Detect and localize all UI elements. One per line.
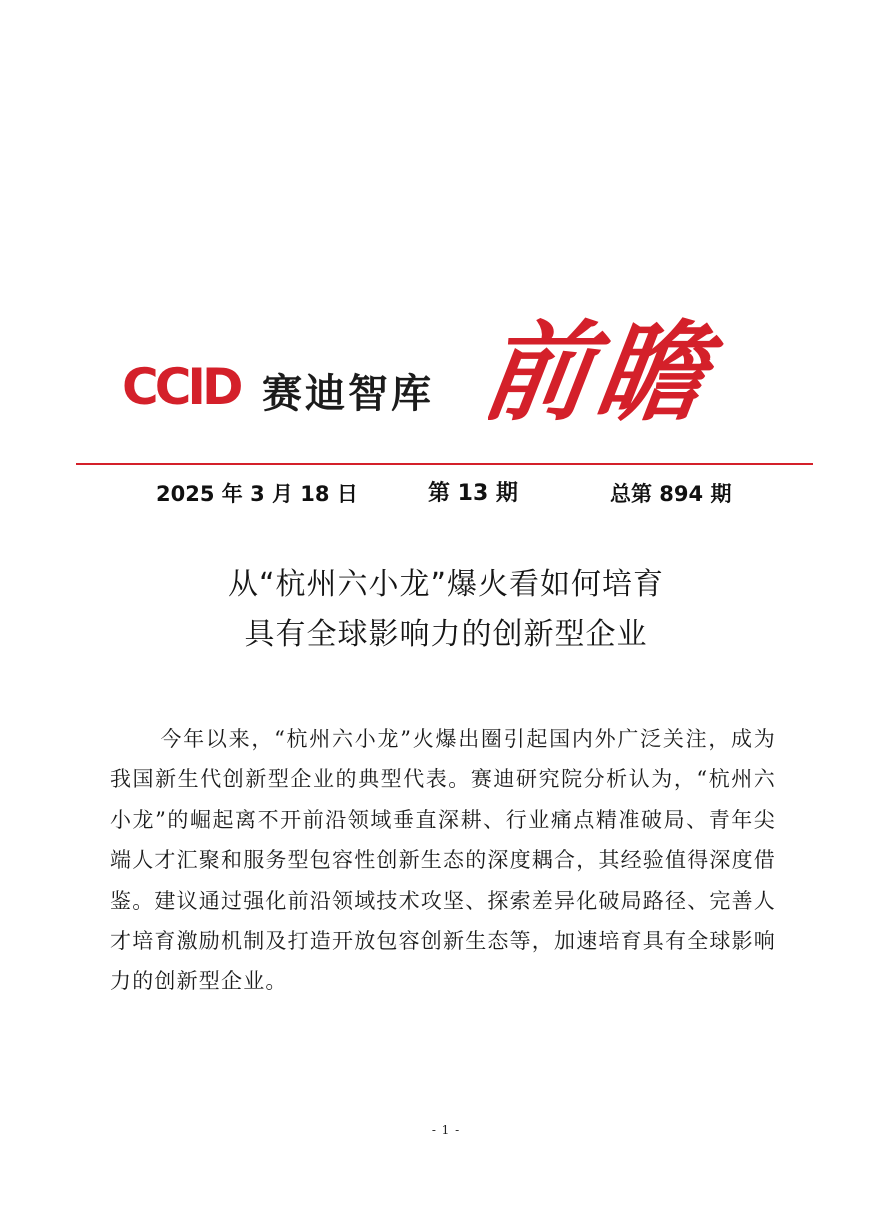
masthead (70, 298, 815, 463)
page-number: - 1 - (431, 1123, 461, 1137)
masthead-divider (76, 463, 813, 465)
article-title (0, 560, 892, 660)
ccid-brand (122, 358, 452, 418)
article-title-line-1: 从“杭州六小龙”爆火看如何培育 (227, 567, 665, 602)
article-title-line-2: 具有全球影响力的创新型企业 (244, 617, 648, 652)
brand-name: 赛迪智库 (262, 371, 434, 417)
series-calligraphy-svg (488, 298, 758, 448)
series-calligraphy-mark (488, 298, 758, 448)
article-body (110, 719, 776, 1002)
ccid-logo (122, 358, 262, 414)
series-name: 前瞻 (488, 308, 721, 436)
issue-total: 总第 894 期 (610, 482, 732, 506)
issue-number: 第 13 期 (428, 481, 518, 506)
issue-date: 2025 年 3 月 18 日 (156, 482, 358, 506)
ccid-logo-text: CCID (122, 358, 240, 414)
issue-line (0, 476, 892, 506)
body-paragraph: 今年以来，“杭州六小龙”火爆出圈引起国内外广泛关注，成为我国新生代创新型企业的典型代表。赛迪研究院分析认为，“杭州六小龙”的崛起离不开前沿领域垂直深耕、行业痛点精准破局、青年尖端人才汇聚和服务型包容性创新生态的深度耦合，其经验值得深度借鉴。建议通过强化前沿领域技术攻坚、探索差异化破局路径、完善人才培育激励机制及打造开放包容创新生态等，加速培育具有全球影响力的创新型企业。 (110, 727, 776, 994)
